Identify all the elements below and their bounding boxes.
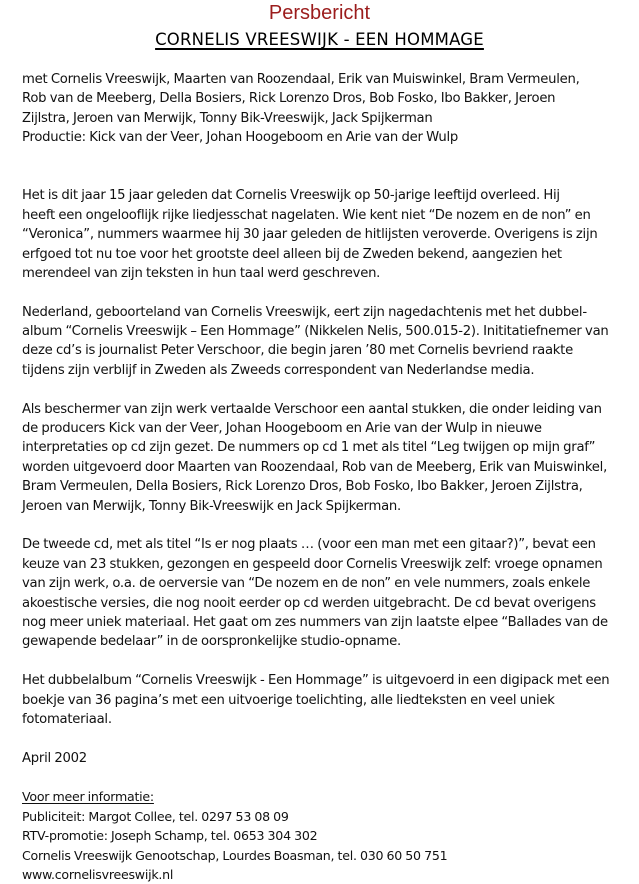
paragraph-line: keuze van 23 stukken, gezongen en gespeeld door Cornelis Vreeswijk zelf: vroege opnamen	[22, 556, 603, 572]
paragraph-line: Jeroen van Merwijk, Tonny Bik-Vreeswijk en Jack Spijkerman.	[22, 498, 401, 514]
paragraph-line: merendeel van zijn teksten in hun taal werd geschreven.	[22, 265, 381, 281]
contact-rtv-promotion: RTV-promotie: Joseph Schamp, tel. 0653 304 302	[22, 828, 318, 844]
credits-line: met Cornelis Vreeswijk, Maarten van Roozendaal, Erik van Muiswinkel, Bram Vermeulen,	[22, 72, 580, 87]
paragraph-line: Het is dit jaar 15 jaar geleden dat Cornelis Vreeswijk op 50-jarige leeftijd overleed. Hij	[22, 188, 560, 204]
paragraph-line: interpretaties op cd zijn gezet. De nummers op cd 1 met als titel “Leg twijgen op mijn graf”	[22, 440, 596, 456]
contact-heading: Voor meer informatie:	[22, 789, 154, 805]
paragraph-intro	[22, 186, 632, 283]
credits-line: Rob van de Meeberg, Della Bosiers, Rick Lorenzo Dros, Bob Fosko, Ibo Bakker, Jeroen	[22, 91, 556, 107]
paragraph-line: de producers Kick van der Veer, Johan Hoogeboom en Arie van der Wulp in nieuwe	[22, 421, 542, 437]
paragraph-line: Als beschermer van zijn werk vertaalde Verschoor een aantal stukken, die onder leiding van	[22, 401, 602, 417]
paragraph-line: Nederland, geboorteland van Cornelis Vreeswijk, eert zijn nagedachtenis met het dubbel-	[22, 304, 587, 320]
paragraph-line: “Veronica”, nummers waarmee hij 30 jaar geleden de hitlijsten veroverde. Overigens is zijn	[22, 227, 598, 243]
document-kicker: Persbericht	[268, 2, 371, 24]
document-body	[22, 70, 632, 884]
paragraph-netherlands	[22, 303, 632, 381]
paragraph-line: nog meer uniek materiaal. Het gaat om zes nummers van zijn laatste elpee “Ballades van de	[22, 614, 608, 630]
paragraph-line: Bram Vermeulen, Della Bosiers, Rick Lorenzo Dros, Bob Fosko, Ibo Bakker, Jeroen Zijlstra,	[22, 479, 583, 495]
spacer	[22, 167, 632, 186]
paragraph-line: tijdens zijn verblijf in Zweden als Zweeds correspondent van Nederlandse media.	[22, 362, 535, 378]
production-credits-line: Productie: Kick van der Veer, Johan Hoogeboom en Arie van der Wulp	[22, 130, 459, 146]
paragraph-cd2	[22, 535, 632, 651]
paragraph-line: worden uitgevoerd door Maarten van Roozendaal, Rob van de Meeberg, Erik van Muiswinkel,	[22, 459, 608, 475]
spacer	[22, 380, 632, 399]
paragraph-line: album “Cornelis Vreeswijk – Een Hommage” (Nikkelen Nelis, 500.015-2). Inititatiefnemer van	[22, 324, 609, 340]
paragraph-line: De tweede cd, met als titel “Is er nog plaats … (voor een man met een gitaar?)”, bevat een	[22, 537, 596, 553]
paragraph-line: boekje van 36 pagina’s met een uitvoerige toelichting, alle liedteksten en veel uniek	[22, 692, 555, 708]
paragraph-line: van zijn werk, o.a. de oerversie van “De nozem en de non” en vele nummers, zoals enkele	[22, 576, 591, 592]
spacer	[22, 652, 632, 671]
spacer	[22, 729, 632, 748]
paragraph-packaging	[22, 671, 632, 729]
spacer	[22, 148, 632, 167]
page-title: CORNELIS VREESWIJK - EEN HOMMAGE	[155, 30, 484, 49]
paragraph-line: erfgoed tot nu toe voor het grootste deel alleen bij de Zweden bekend, aangezien het	[22, 246, 562, 262]
paragraph-cd1	[22, 400, 632, 516]
paragraph-line: gewapende bedelaar” in de oorspronkelijke studio-opname.	[22, 634, 401, 650]
paragraph-line: heeft een ongelooflijk rijke liedjesschat nagelaten. Wie kent niet “De nozem en de non” en	[22, 207, 591, 223]
credits-line: Zijlstra, Jeroen van Merwijk, Tonny Bik-Vreeswijk, Jack Spijkerman	[22, 110, 433, 126]
contact-society: Cornelis Vreeswijk Genootschap, Lourdes Boasman, tel. 030 60 50 751	[22, 847, 448, 863]
paragraph-line: Het dubbelalbum “Cornelis Vreeswijk - Een Hommage” is uitgevoerd in een digipack met een	[22, 673, 610, 689]
paragraph-line: deze cd’s is journalist Peter Verschoor, die begin jaren ’80 met Cornelis bevriend raakte	[22, 343, 573, 359]
spacer	[22, 768, 632, 787]
release-date: April 2002	[22, 750, 87, 766]
credits-block	[22, 70, 632, 148]
spacer	[22, 516, 632, 535]
paragraph-line: akoestische versies, die nog nooit eerder op cd werden uitgebracht. De cd bevat overigens	[22, 595, 596, 611]
contact-block	[22, 787, 632, 884]
website-link[interactable]: www.cornelisvreeswijk.nl	[22, 867, 174, 883]
spacer	[22, 283, 632, 302]
contact-publicity: Publiciteit: Margot Collee, tel. 0297 53 08 09	[22, 808, 289, 824]
paragraph-line: fotomateriaal.	[22, 711, 112, 727]
